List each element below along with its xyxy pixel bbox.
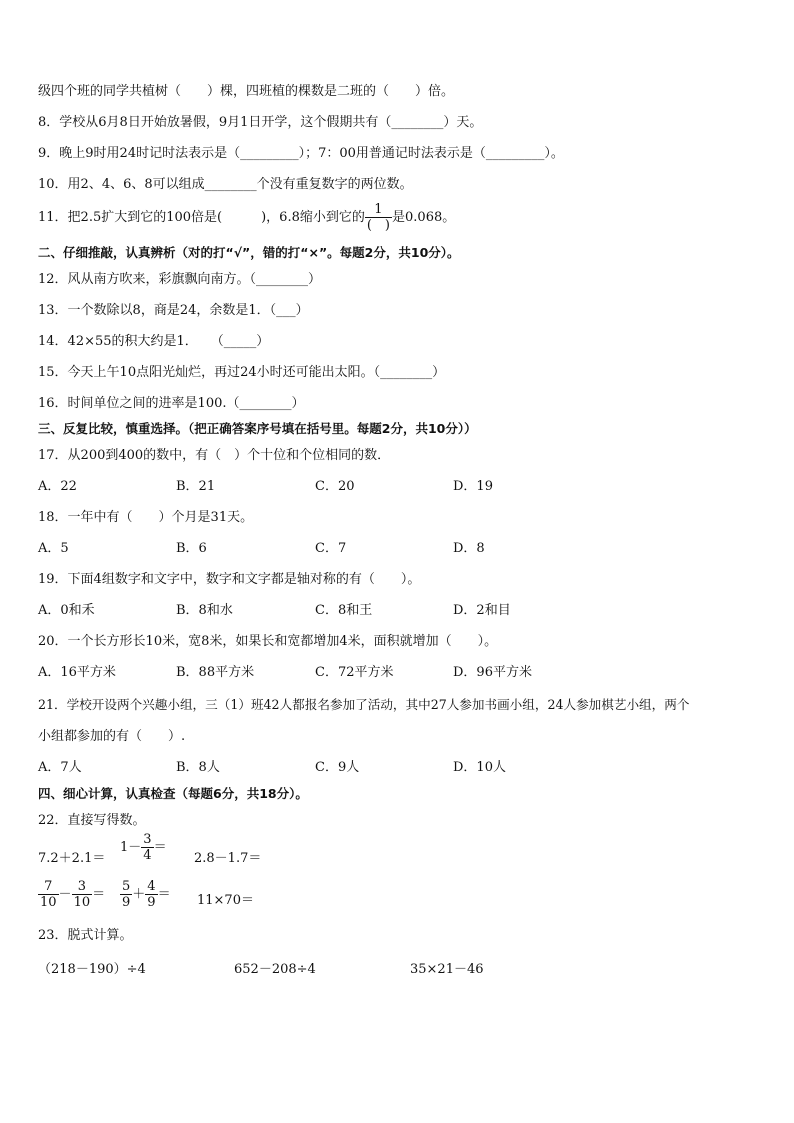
q11-text-before: 11．把2.5扩大到它的100倍是( )，6.8缩小到它的 <box>38 210 365 225</box>
question-15: 15．今天上午10点阳光灿烂，再过24小时还可能出太阳。（________） <box>38 365 446 380</box>
q18-option-d: D．8 <box>453 541 485 556</box>
q21-option-c: C．9人 <box>315 760 360 775</box>
q11-text-after: 是0.068。 <box>392 210 456 225</box>
q22-e5-numerator-1: 5 <box>122 879 131 894</box>
q23-expression-3: 35×21－46 <box>410 962 484 977</box>
question-11 <box>38 202 455 233</box>
question-19: 19．下面4组数字和文字中，数字和文字都是轴对称的有（ ）。 <box>38 572 421 587</box>
q22-e5-fraction-1 <box>120 879 132 910</box>
q22-e5-denominator-2: 9 <box>147 895 156 910</box>
question-20: 20．一个长方形长10米，宽8米，如果长和宽都增加4米，面积就增加（ ）。 <box>38 634 498 649</box>
q7-continuation: 级四个班的同学共植树（ ）棵，四班植的棵数是二班的（ ）倍。 <box>38 84 455 99</box>
question-13: 13．一个数除以8，商是24，余数是1．（___） <box>38 303 309 318</box>
question-22: 22．直接写得数。 <box>38 813 146 828</box>
q22-e4-fraction-2 <box>72 879 93 910</box>
q19-option-c: C．8和王 <box>315 603 373 618</box>
question-18: 18．一年中有（ ）个月是31天。 <box>38 510 254 525</box>
q22-expression-5 <box>120 879 171 910</box>
q22-e4-numerator-1: 7 <box>38 879 59 895</box>
q17-option-d: D．19 <box>453 479 493 494</box>
q17-option-a: A．22 <box>38 479 77 494</box>
question-23: 23．脱式计算。 <box>38 928 133 943</box>
q22-e5-fraction-2 <box>145 879 157 910</box>
section-4-heading: 四、细心计算，认真检查（每题6分，共18分）。 <box>38 786 308 801</box>
q18-option-c: C．7 <box>315 541 347 556</box>
q17-option-b: B．21 <box>176 479 216 494</box>
q22-e5-numerator-2: 4 <box>147 879 156 894</box>
q20-option-b: B．88平方米 <box>176 665 255 680</box>
question-14: 14．42×55的积大约是1． （_____） <box>38 334 270 349</box>
question-17: 17．从200到400的数中，有（ ）个十位和个位相同的数． <box>38 448 391 463</box>
q21-option-b: B．8人 <box>176 760 220 775</box>
q22-e2-prefix: 1－ <box>120 840 142 855</box>
question-8: 8．学校从6月8日开始放暑假，9月1日开学，这个假期共有（________）天。 <box>38 115 483 130</box>
question-10: 10．用2、4、6、8可以组成________个没有重复数字的两位数。 <box>38 177 413 192</box>
q11-fraction-denominator: ( ) <box>366 218 391 233</box>
q18-option-b: B．6 <box>176 541 207 556</box>
q22-expression-2 <box>120 832 167 863</box>
q23-expression-1: （218－190）÷4 <box>38 962 146 977</box>
q17-option-c: C．20 <box>315 479 355 494</box>
question-21-line-1: 21．学校开设两个兴趣小组，三（1）班42人都报名参加了活动，其中27人参加书画小组，24人参加棋艺小组，两个 <box>38 697 690 712</box>
q19-option-d: D．2和目 <box>453 603 511 618</box>
question-9: 9．晚上9时用24时记时法表示是（_________）；7：00用普通记时法表示是（_________）。 <box>38 146 564 161</box>
q20-option-a: A．16平方米 <box>38 665 116 680</box>
q22-expression-3: 2.8－1.7＝ <box>194 851 262 866</box>
q22-e4-operator: － <box>58 887 72 902</box>
q22-e4-denominator-1: 10 <box>40 895 57 910</box>
question-16: 16．时间单位之间的进率是100.（________） <box>38 396 305 411</box>
q22-e4-denominator-2: 10 <box>73 895 91 910</box>
q22-e2-equals: ＝ <box>153 840 167 855</box>
q20-option-c: C．72平方米 <box>315 665 394 680</box>
q20-option-d: D．96平方米 <box>453 665 532 680</box>
question-12: 12．风从南方吹来，彩旗飘向南方。（________） <box>38 272 322 287</box>
q21-option-d: D．10人 <box>453 760 506 775</box>
q19-option-b: B．8和水 <box>176 603 233 618</box>
q22-e4-fraction-1 <box>38 879 59 910</box>
q22-e2-numerator: 3 <box>143 832 152 847</box>
q22-expression-1: 7.2＋2.1＝ <box>38 851 106 866</box>
section-2-heading: 二、仔细推敲，认真辨析（对的打“√”，错的打“×”。每题2分，共10分）。 <box>38 245 460 260</box>
q22-e4-equals: ＝ <box>92 887 106 902</box>
q22-e5-denominator-1: 9 <box>122 895 131 910</box>
q22-e2-fraction <box>141 832 153 863</box>
q19-option-a: A．0和禾 <box>38 603 95 618</box>
q11-fraction <box>365 202 392 233</box>
q18-option-a: A．5 <box>38 541 69 556</box>
q22-e4-numerator-2: 3 <box>72 879 93 895</box>
q21-option-a: A．7人 <box>38 760 82 775</box>
section-3-heading: 三、反复比较，慎重选择。（把正确答案序号填在括号里。每题2分，共10分）） <box>38 421 477 436</box>
q22-e5-operator: ＋ <box>132 887 146 902</box>
q22-expression-6: 11×70＝ <box>197 893 254 908</box>
q22-e5-equals: ＝ <box>157 887 171 902</box>
q23-expression-2: 652－208÷4 <box>234 962 316 977</box>
question-21-line-2: 小组都参加的有（ ）. <box>38 729 186 744</box>
q22-e2-denominator: 4 <box>143 848 152 863</box>
q11-fraction-numerator: 1 <box>365 202 392 218</box>
q22-expression-4 <box>38 879 105 910</box>
